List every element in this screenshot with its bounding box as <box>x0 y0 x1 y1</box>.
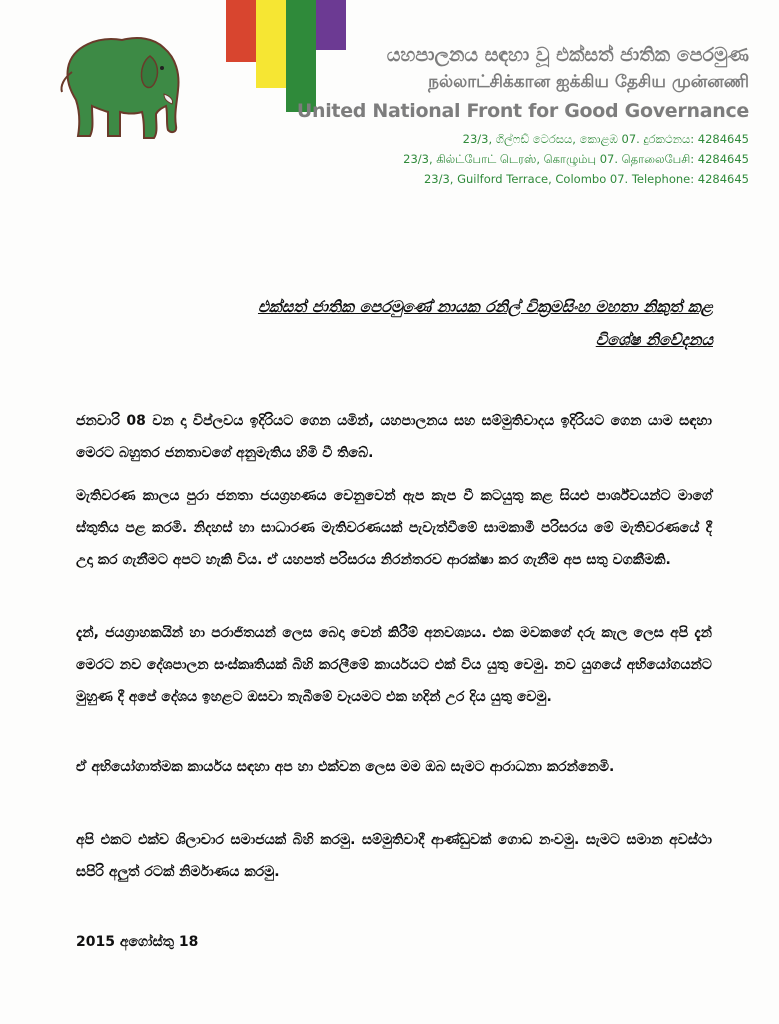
paragraph-4: ඒ අභියෝගාත්මක කාර්යය සඳහා අප හා එක්වන ලෙස මම ඔබ සැමට ආරාධනා කරන්නෙමි. <box>76 759 615 775</box>
red-bar <box>226 0 256 62</box>
address-tamil: 23/3, கில்ட்போட் டெரஸ், கொழும்பு 07. தொலைபேசி: 4284645 <box>403 152 749 166</box>
statement-title-line1: එක්සත් ජාතික පෙරමුණේ නායක රනිල් වික්‍රමසිංහ මහතා නිකුත් කළ <box>257 297 713 316</box>
paragraph-3: දැන්, ජයග්‍රාහකයින් හා පරාජිතයන් ලෙස බෙදා වෙන් කිරීම් අනවශ්‍යය. එක මවකගේ දරු කැල ලෙස අපි දැන් මෙරට නව දේශපාලන සංස්කෘතියක් බිහි කරලීමේ කාර්යයට එක් විය යුතු වෙමු. නව යුගයේ අභියෝගයන්ට මුහුණ දී අපේ දේශය ඉහළට ඔසවා තැබීමේ වෑයමට එක හදින් උර දිය යුතු වෙමු. <box>76 625 712 705</box>
purple-bar <box>316 0 346 50</box>
paragraph-1: ජනවාරි 08 වන දා විප්ලවය ඉදිරියට ගෙන යමින්, යහපාලනය සහ සම්මුතිවාදය ඉදිරියට ගෙන යාම සඳහා මෙරට බහුතර ජනතාවගේ අනුමැතිය හිමි වී තිබේ. <box>76 413 712 461</box>
statement-title-line2: විශේෂ නිවේදනය <box>595 330 713 349</box>
elephant-icon <box>50 28 186 146</box>
paragraph-5: අපි එකට එක්ව ශිලාචාර සමාජයක් බිහි කරමු. සම්මුතිවාදී ආණ්ඩුවක් ගොඩ නංවමු. සැමට සමාන අවස්ථා සපිරි අලුත් රටක් නිර්මාණය කරමු. <box>76 832 712 880</box>
address-sinhala: 23/3, ගිල්ෆඩ් ටෙරසය, කොළඹ 07. දුරකථනය: 4284645 <box>462 132 749 146</box>
green-bar <box>286 0 316 112</box>
color-bars <box>226 0 346 112</box>
yellow-bar <box>256 0 286 88</box>
address-english: 23/3, Guilford Terrace, Colombo 07. Telephone: 4284645 <box>423 172 749 186</box>
letterhead-name-tamil: நல்லாட்சிக்கான ஐக்கிய தேசிய முன்னணி <box>428 72 749 92</box>
paragraph-2: මැතිවරණ කාලය පුරා ජනතා ජයග්‍රහණය වෙනුවෙන් ඇප කැප වී කටයුතු කළ සියළු පාර්ශ්වයන්ට මාගේ ස්තුතිය පළ කරමි. නිදහස් හා සාධාරණ මැතිවරණයක් පැවැත්වීමේ සාමකාමී පරිසරය මේ මැතිවරණයේ දී උදා කර ගැනීමට අපට හැකි විය. ඒ යහපත් පරිසරය නිරන්තරව ආරක්ෂා කර ගැනීම අප සතු වගකීමකි. <box>76 488 712 568</box>
letterhead-name-english: United National Front for Good Governance <box>296 100 749 122</box>
statement-date: 2015 අගෝස්තු 18 <box>76 934 199 950</box>
letterhead-name-sinhala: යහපාලනය සඳහා වූ එක්සත් ජාතික පෙරමුණ <box>386 44 749 66</box>
